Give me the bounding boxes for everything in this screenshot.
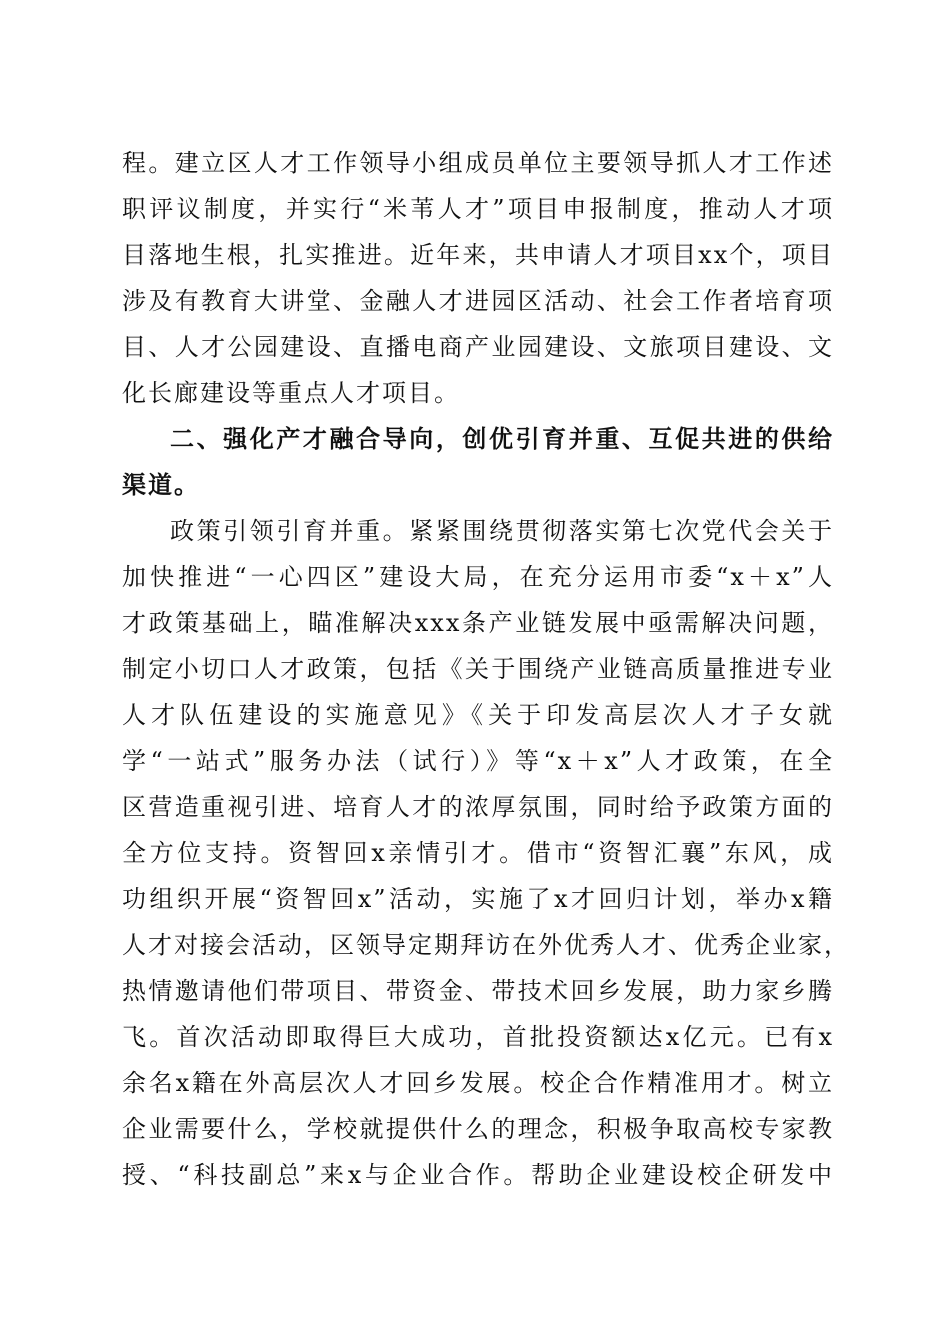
text-line: 目、人才公园建设、直播电商产业园建设、文旅项目建设、文 (122, 333, 834, 361)
text-line: 区营造重视引进、培育人才的浓厚氛围，同时给予政策方面的 (122, 793, 834, 821)
text-line: 功组织开展“资智回x”活动，实施了x才回归计划，举办x籍 (122, 885, 834, 913)
text-line: 制定小切口人才政策，包括《关于围绕产业链高质量推进专业 (122, 655, 834, 683)
text-line: 政策引领引育并重。紧紧围绕贯彻落实第七次党代会关于 (170, 517, 834, 545)
text-line: 职评议制度，并实行“米苇人才”项目申报制度，推动人才项 (122, 195, 834, 223)
text-line: 热情邀请他们带项目、带资金、带技术回乡发展，助力家乡腾 (122, 977, 834, 1005)
text-line: 飞。首次活动即取得巨大成功，首批投资额达x亿元。已有x (122, 1023, 834, 1051)
text-line: 人才队伍建设的实施意见》《关于印发高层次人才子女就 (122, 701, 834, 729)
heading-line: 二、强化产才融合导向，创优引育并重、互促共进的供给 (170, 425, 834, 453)
heading-line: 渠道。 (122, 471, 200, 499)
paragraph-1 (122, 140, 834, 416)
text-line: 学“一站式”服务办法（试行）》等“x＋x”人才政策，在全 (122, 747, 834, 775)
text-line: 涉及有教育大讲堂、金融人才进园区活动、社会工作者培育项 (122, 287, 834, 315)
paragraph-2 (122, 508, 850, 1198)
text-line: 才政策基础上，瞄准解决xxx条产业链发展中亟需解决问题， (122, 609, 834, 637)
section-heading (122, 416, 834, 508)
text-line: 人才对接会活动，区领导定期拜访在外优秀人才、优秀企业家， (122, 931, 850, 959)
text-line: 余名x籍在外高层次人才回乡发展。校企合作精准用才。树立 (122, 1069, 834, 1097)
text-line: 授、“科技副总”来x与企业合作。帮助企业建设校企研发中 (122, 1161, 834, 1189)
text-line: 全方位支持。资智回x亲情引才。借市“资智汇襄”东风，成 (122, 839, 834, 867)
text-line: 目落地生根，扎实推进。近年来，共申请人才项目xx个，项目 (122, 241, 834, 269)
text-line: 企业需要什么，学校就提供什么的理念，积极争取高校专家教 (122, 1115, 834, 1143)
text-line: 程。建立区人才工作领导小组成员单位主要领导抓人才工作述 (122, 149, 834, 177)
text-line: 化长廊建设等重点人才项目。 (122, 379, 460, 407)
text-line: 加快推进“一心四区”建设大局，在充分运用市委“x＋x”人 (122, 563, 834, 591)
